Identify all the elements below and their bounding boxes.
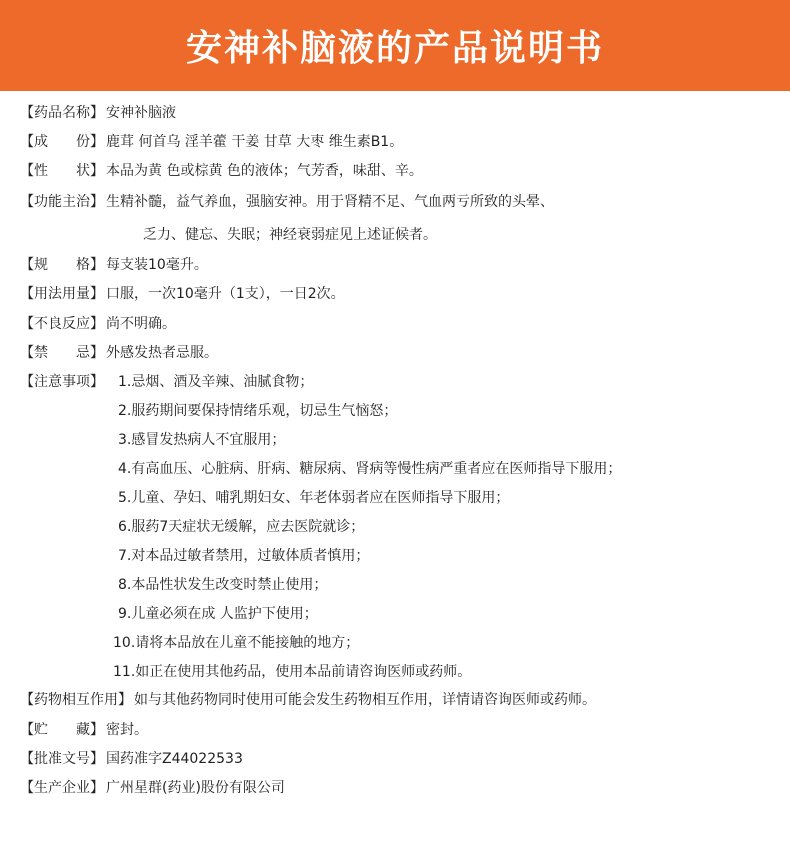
title-banner: [0, 0, 790, 91]
precaution-item: 11.如正在使用其他药品，使用本品前请咨询医师或药师。: [113, 664, 472, 680]
field-precautions: [20, 370, 104, 394]
field-interactions: [20, 688, 596, 712]
precaution-item: 7.对本品过敏者禁用，过敏体质者慎用；: [118, 548, 370, 564]
field-manufacturer: [20, 776, 285, 800]
field-label: 【药品名称】: [20, 105, 104, 121]
precaution-item: 6.服药7天症状无缓解，应去医院就诊；: [118, 519, 365, 535]
field-value: 密封。: [106, 722, 148, 738]
field-value: 如与其他药物同时使用可能会发生药物相互作用，详情请咨询医师或药师。: [134, 692, 596, 708]
field-contra: [20, 341, 218, 365]
field-value: 生精补髓，益气养血，强脑安神。用于肾精不足、气血两亏所致的头晕、: [106, 194, 554, 210]
field-indications: [20, 190, 554, 214]
field-label: 【禁 忌】: [20, 345, 104, 361]
field-usage: [20, 282, 345, 306]
precaution-item: 8.本品性状发生改变时禁止使用；: [118, 577, 328, 593]
field-indications-cont: 乏力、健忘、失眠；神经衰弱症见上述证候者。: [143, 227, 437, 243]
field-value: 每支装10毫升。: [106, 257, 208, 273]
field-value: 外感发热者忌服。: [106, 345, 218, 361]
field-ingredients: [20, 130, 403, 154]
precaution-item: 5.儿童、孕妇、哺乳期妇女、年老体弱者应在医师指导下服用；: [118, 490, 510, 506]
field-label: 【注意事项】: [20, 374, 104, 390]
field-label: 【规 格】: [20, 257, 104, 273]
page-title: 安神补脑液的产品说明书: [185, 27, 604, 69]
precaution-item: 4.有高血压、心脏病、肝病、糖尿病、肾病等慢性病严重者应在医师指导下服用；: [118, 461, 622, 477]
field-approval: [20, 747, 243, 771]
precaution-item: 2.服药期间要保持情绪乐观，切忌生气恼怒；: [118, 403, 398, 419]
field-label: 【性 状】: [20, 163, 104, 179]
field-appearance: [20, 159, 423, 183]
field-label: 【生产企业】: [20, 780, 104, 796]
field-spec: [20, 253, 208, 277]
field-value: 安神补脑液: [106, 105, 176, 121]
field-label: 【不良反应】: [20, 316, 104, 332]
field-value: 尚不明确。: [106, 316, 176, 332]
field-adverse: [20, 312, 176, 336]
field-value: 鹿茸 何首乌 淫羊藿 干姜 甘草 大枣 维生素B1。: [106, 134, 404, 150]
field-storage: [20, 718, 148, 742]
field-value: 广州星群(药业)股份有限公司: [106, 780, 285, 796]
field-label: 【批准文号】: [20, 751, 104, 767]
precaution-item: 3.感冒发热病人不宜服用；: [118, 432, 286, 448]
field-label: 【用法用量】: [20, 286, 104, 302]
field-value: 口服，一次10毫升（1支），一日2次。: [106, 286, 345, 302]
field-label: 【药物相互作用】: [20, 692, 132, 708]
field-label: 【成 份】: [20, 134, 104, 150]
field-value: 国药准字Z44022533: [106, 751, 243, 767]
precaution-item: 1.忌烟、酒及辛辣、油腻食物；: [118, 374, 314, 390]
precaution-item: 10.请将本品放在儿童不能接触的地方；: [113, 635, 360, 651]
field-label: 【功能主治】: [20, 194, 104, 210]
field-name: [20, 101, 176, 125]
field-value: 本品为黄 色或棕黄 色的液体；气芳香，味甜、辛。: [106, 163, 423, 179]
precaution-item: 9.儿童必须在成 人监护下使用；: [118, 606, 318, 622]
field-label: 【贮 藏】: [20, 722, 104, 738]
